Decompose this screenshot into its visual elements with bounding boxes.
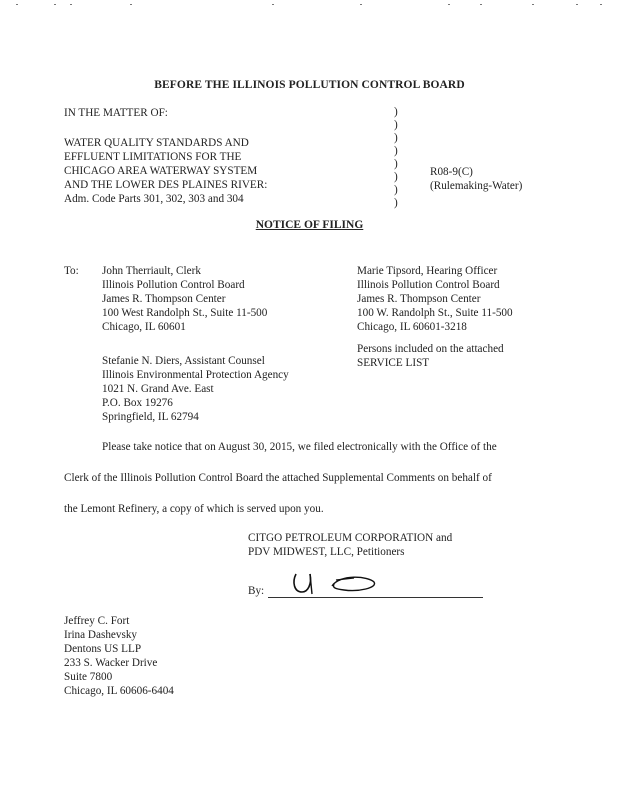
signature-row: [248, 580, 483, 600]
counsel-line: Irina Dashevsky: [64, 629, 138, 641]
paren: ): [394, 132, 398, 144]
address-line: Springfield, IL 62794: [102, 411, 199, 423]
to-label: To:: [64, 265, 79, 277]
counsel-block: [64, 614, 174, 698]
caption-line: CHICAGO AREA WATERWAY SYSTEM: [64, 165, 258, 177]
docket-type: (Rulemaking-Water): [430, 180, 523, 192]
address-line: James R. Thompson Center: [102, 293, 226, 305]
paren: ): [394, 158, 398, 170]
paren: ): [394, 197, 398, 209]
address-line: 100 W. Randolph St., Suite 11-500: [357, 307, 513, 319]
docket-info: [430, 165, 522, 193]
paren: ): [394, 145, 398, 157]
counsel-line: 233 S. Wacker Drive: [64, 657, 158, 669]
matter-label: IN THE MATTER OF:: [64, 107, 168, 119]
handwritten-signature-icon: [288, 570, 388, 598]
case-caption: [64, 136, 267, 206]
notice-heading: NOTICE OF FILING: [255, 219, 364, 231]
counsel-line: Jeffrey C. Fort: [64, 615, 130, 627]
docket-number: R08-9(C): [430, 166, 473, 178]
paren: ): [394, 184, 398, 196]
body-line: the Lemont Refinery, a copy of which is served upon you.: [64, 503, 324, 515]
address-line: 1021 N. Grand Ave. East: [102, 383, 214, 395]
address-line: Stefanie N. Diers, Assistant Counsel: [102, 355, 265, 367]
body-line: Please take notice that on August 30, 2015, we filed electronically with the Office of the: [102, 441, 497, 453]
petitioner-block: [248, 531, 452, 559]
body-line: Clerk of the Illinois Pollution Control Board the attached Supplemental Comments on behalf of: [64, 472, 492, 484]
petitioner-line: CITGO PETROLEUM CORPORATION and: [248, 532, 453, 544]
address-line: Persons included on the attached: [357, 343, 504, 355]
paren: ): [394, 119, 398, 131]
petitioner-line: PDV MIDWEST, LLC, Petitioners: [248, 546, 405, 558]
address-line: Chicago, IL 60601-3218: [357, 321, 467, 333]
address-line: Illinois Pollution Control Board: [357, 279, 500, 291]
caption-line: EFFLUENT LIMITATIONS FOR THE: [64, 151, 242, 163]
address-line: Chicago, IL 60601: [102, 321, 186, 333]
paren: ): [394, 106, 398, 118]
address-line: James R. Thompson Center: [357, 293, 481, 305]
address-line: Illinois Environmental Protection Agency: [102, 369, 289, 381]
recipient-clerk: [102, 264, 267, 334]
address-line: John Therriault, Clerk: [102, 265, 201, 277]
address-line: SERVICE LIST: [357, 357, 430, 369]
caption-parentheses: [394, 106, 404, 210]
page-title: BEFORE THE ILLINOIS POLLUTION CONTROL BOARD: [154, 79, 465, 91]
recipient-hearing-officer: [357, 264, 513, 334]
address-line: 100 West Randolph St., Suite 11-500: [102, 307, 268, 319]
caption-line: WATER QUALITY STANDARDS AND: [64, 137, 249, 149]
caption-line: Adm. Code Parts 301, 302, 303 and 304: [64, 193, 244, 205]
address-line: Illinois Pollution Control Board: [102, 279, 245, 291]
counsel-line: Dentons US LLP: [64, 643, 142, 655]
caption-line: AND THE LOWER DES PLAINES RIVER:: [64, 179, 268, 191]
recipient-iepa: [102, 354, 289, 424]
counsel-line: Suite 7800: [64, 671, 113, 683]
paren: ): [394, 171, 398, 183]
counsel-line: Chicago, IL 60606-6404: [64, 685, 174, 697]
by-label: By:: [248, 585, 265, 597]
address-line: P.O. Box 19276: [102, 397, 173, 409]
recipient-service-list: [357, 342, 504, 370]
address-line: Marie Tipsord, Hearing Officer: [357, 265, 498, 277]
scan-artifact-dots: [10, 4, 610, 10]
notice-body: [64, 432, 534, 525]
